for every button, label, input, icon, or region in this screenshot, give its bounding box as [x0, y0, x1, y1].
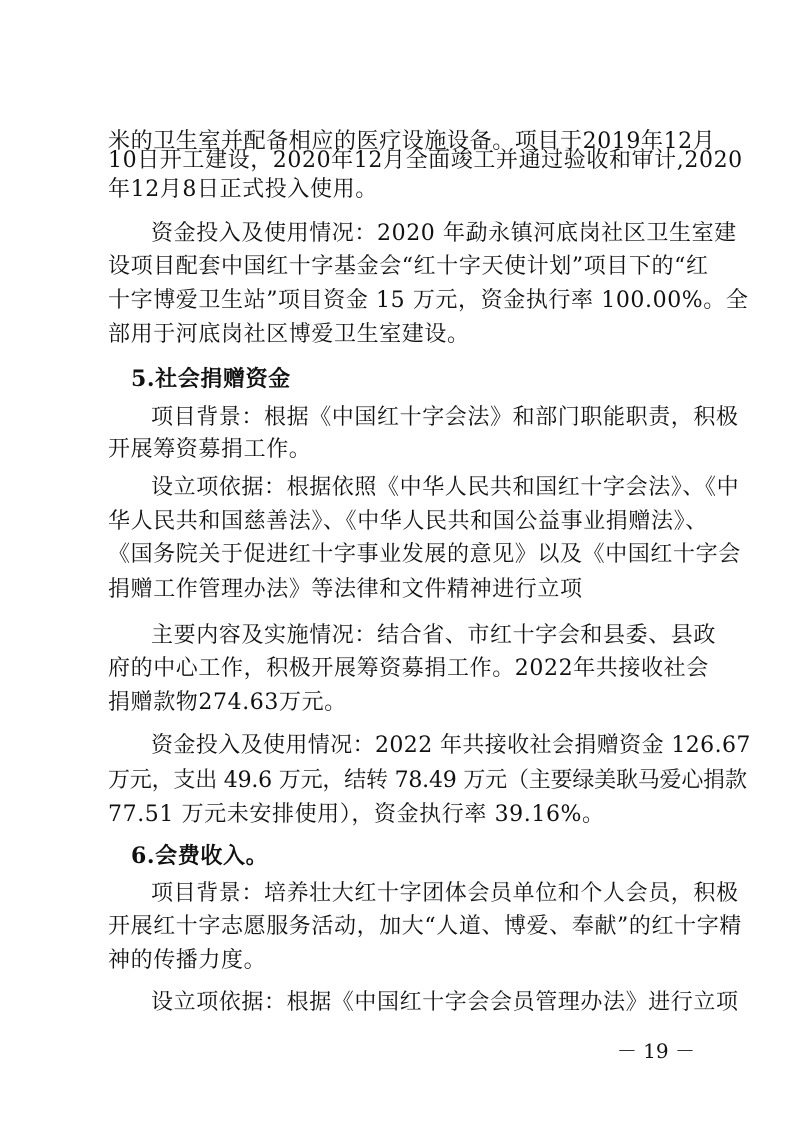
paragraph-line: 设立项依据：根据依照《中华人民共和国红十字会法》、《中 — [151, 475, 740, 500]
paragraph-line: 项目背景：培养壮大红十字团体会员单位和个人会员，积极 — [151, 881, 739, 906]
paragraph-line: 府的中心工作，积极开展筹资募捐工作。2022年共接收社会 — [108, 656, 709, 681]
paragraph-line: 资金投入及使用情况：2020 年勐永镇河底岗社区卫生室建 — [151, 221, 737, 246]
paragraph-line: 米的卫生室并配备相应的医疗设施设备。项目于2019年12月 — [108, 129, 716, 154]
section-heading: 6.会费收入。 — [131, 843, 269, 869]
section-heading: 5.社会捐赠资金 — [131, 366, 291, 392]
paragraph-line: 神的传播力度。 — [108, 948, 267, 973]
paragraph-line: 10日开工建设，2020年12月全面竣工并通过验收和审计,2020 — [108, 148, 743, 173]
paragraph-line: 年12月8日正式投入使用。 — [108, 177, 378, 202]
paragraph-line: 设项目配套中国红十字基金会“红十字天使计划”项目下的“红 — [108, 254, 709, 279]
paragraph-line: 开展筹资募捐工作。 — [108, 437, 312, 462]
paragraph-line: 项目背景：根据《中国红十字会法》和部门职能职责，积极 — [151, 405, 739, 430]
page-number: － 19 － — [616, 1039, 695, 1063]
paragraph-line: 主要内容及实施情况：结合省、市红十字会和县委、县政 — [151, 623, 717, 648]
paragraph-line: 华人民共和国慈善法》、《中华人民共和国公益事业捐赠法》、 — [108, 509, 708, 534]
paragraph-line: 捐赠工作管理办法》等法律和文件精神进行立项 — [108, 577, 583, 602]
paragraph-line: 资金投入及使用情况：2022 年共接收社会捐赠资金 126.67 — [151, 733, 751, 758]
paragraph-line: 万元，支出 49.6 万元，结转 78.49 万元（主要绿美耿马爱心捐款 — [108, 768, 747, 793]
paragraph-line: 部用于河底岗社区博爱卫生室建设。 — [108, 322, 470, 347]
paragraph-line: 77.51 万元未安排使用），资金执行率 39.16%。 — [108, 802, 605, 827]
paragraph-line: 《国务院关于促进红十字事业发展的意见》以及《中国红十字会 — [108, 542, 741, 567]
paragraph-line: 十字博爱卫生站”项目资金 15 万元，资金执行率 100.00%。全 — [108, 288, 749, 313]
paragraph-line: 设立项依据：根据《中国红十字会会员管理办法》进行立项 — [151, 990, 739, 1015]
paragraph-line: 开展红十字志愿服务活动，加大“人道、博爱、奉献”的红十字精 — [108, 914, 742, 939]
paragraph-line: 捐赠款物274.63万元。 — [108, 690, 347, 715]
